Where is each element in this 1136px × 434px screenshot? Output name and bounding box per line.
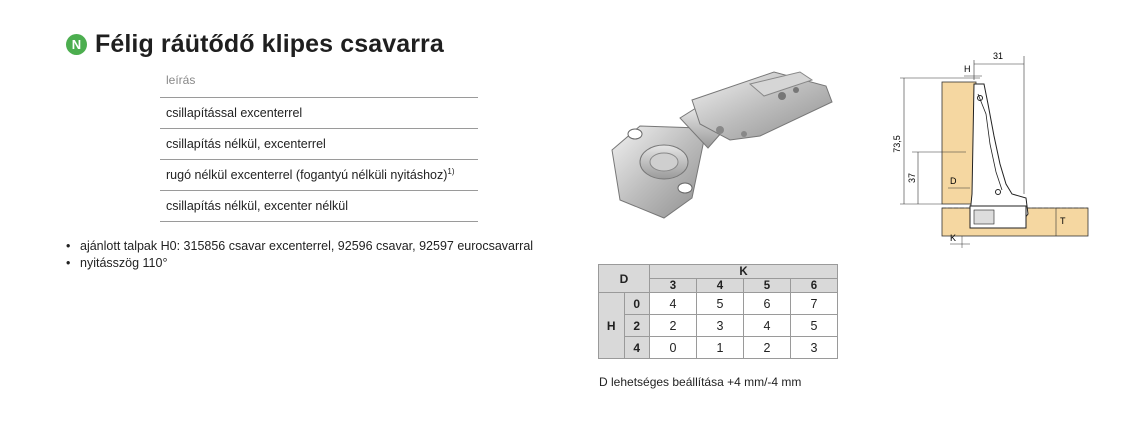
dimension-label-31: 31 xyxy=(992,51,1004,61)
table-cell: 3 xyxy=(791,337,838,359)
dimension-label-37: 37 xyxy=(907,172,917,184)
table-h-value: 2 xyxy=(624,315,650,337)
table-cell: 4 xyxy=(650,293,697,315)
description-header: leírás xyxy=(160,69,478,98)
table-cell: 6 xyxy=(744,293,791,315)
dimension-label-d: D xyxy=(950,176,957,186)
footnote-marker: 1) xyxy=(447,166,455,176)
table-row xyxy=(599,293,838,315)
description-row: csillapítás nélkül, excenterrel xyxy=(160,129,478,160)
table-k-value: 6 xyxy=(791,279,838,293)
table-k-header: K xyxy=(650,265,838,279)
page-title: Félig ráütődő klipes csavarra xyxy=(95,30,444,58)
table-d-header: D xyxy=(599,265,650,293)
table-cell: 2 xyxy=(744,337,791,359)
table-cell: 1 xyxy=(697,337,744,359)
table-k-value: 5 xyxy=(744,279,791,293)
dimension-label-h: H xyxy=(964,64,971,74)
dimension-label-73-5: 73,5 xyxy=(892,135,902,153)
description-row: csillapítással excenterrel xyxy=(160,98,478,129)
description-row: rugó nélkül excenterrel (fogantyú nélküli nyitáshoz)$^{1)}$ xyxy=(160,160,478,191)
hinge-product-image xyxy=(600,58,840,228)
table-cell: 3 xyxy=(697,315,744,337)
table-k-value: 3 xyxy=(650,279,697,293)
table-row xyxy=(599,337,838,359)
table-h-value: 4 xyxy=(624,337,650,359)
table-h-value: 0 xyxy=(624,293,650,315)
technical-drawing xyxy=(870,44,1100,254)
new-badge: N xyxy=(66,34,87,55)
table-cell: 4 xyxy=(744,315,791,337)
table-h-header: H xyxy=(599,293,625,359)
table-cell: 7 xyxy=(791,293,838,315)
dimension-label-t: T xyxy=(1060,216,1066,226)
table-cell: 2 xyxy=(650,315,697,337)
description-list xyxy=(160,69,478,222)
notes-list xyxy=(66,238,533,272)
title-row xyxy=(66,30,444,59)
table-k-value: 4 xyxy=(697,279,744,293)
description-row: csillapítás nélkül, excenter nélkül xyxy=(160,191,478,222)
table-note: D lehetséges beállítása +4 mm/-4 mm xyxy=(599,375,802,389)
table-cell: 0 xyxy=(650,337,697,359)
note-item: • nyitásszög 110° xyxy=(66,255,533,272)
dimension-label-k: K xyxy=(950,233,957,243)
table-cell: 5 xyxy=(697,293,744,315)
adjustment-table xyxy=(598,264,838,359)
note-item: • ajánlott talpak H0: 315856 csavar excenterrel, 92596 csavar, 92597 eurocsavarral xyxy=(66,238,533,255)
table-cell: 5 xyxy=(791,315,838,337)
table-row xyxy=(599,315,838,337)
